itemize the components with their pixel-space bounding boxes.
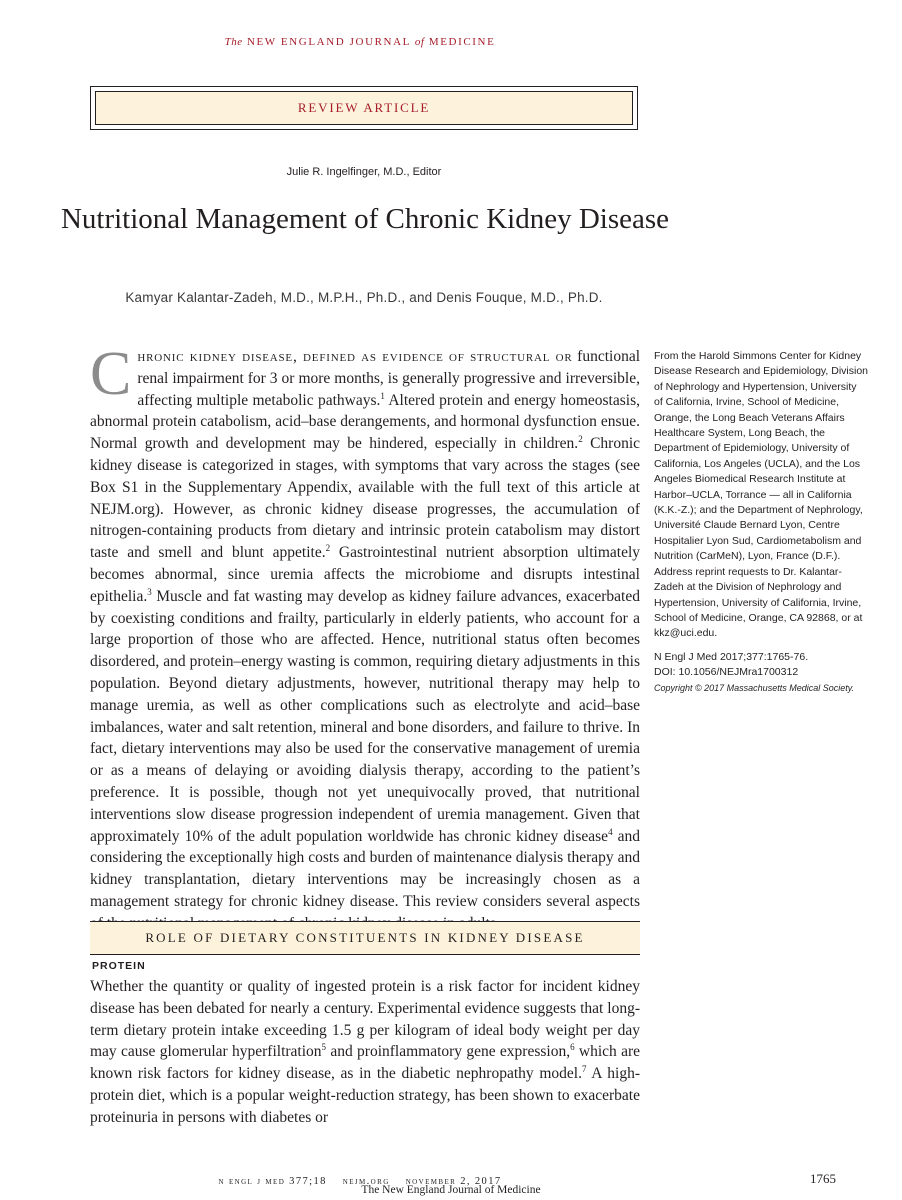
intro-text: Altered protein and energy homeostasis, abnormal protein catabolism, acid–base derangements, and hormonal dysfunction ensue. Normal growth and development may be hindered, especially in children. [90, 391, 640, 453]
section-heading: ROLE OF DIETARY CONSTITUENTS IN KIDNEY DISEASE [90, 921, 640, 955]
intro-text: and considering the exceptionally high costs and burden of maintenance dialysis therapy and kidney transplantation, dietary interventions may be increasingly chosen as a management strategy for chronic kidney disease. This review considers several aspects [90, 827, 641, 910]
reference-marker[interactable]: 1 [380, 390, 385, 401]
intro-text: Gastrointestinal nutrient absorption ultimately becomes abnormal, since uremia affects the microbiome and disrupts intestinal epithelia. [90, 544, 640, 605]
doi-link[interactable]: DOI: 10.1056/NEJMra1700312 [654, 666, 799, 679]
reference-marker[interactable]: 2 [325, 543, 331, 554]
editor-line: Julie R. Ingelfinger, M.D., Editor [286, 166, 442, 178]
page-number: 1765 [810, 1171, 836, 1186]
article-type-box [90, 86, 638, 130]
intro-text: functional renal impairment for 3 or more months, is generally progressive and irreversible, affecting multiple metabolic pathways. [137, 348, 641, 409]
affiliation-text: From the Harold Simmons Center for Kidney Disease Research and Epidemiology, Division of Nephrology and Hypertension, University of California, Irvine, School of Medicine, Orange, the Long Beach Veterans Affairs Healthcare System, Long Beach, the Department of Epidemiology, University of California, Los Angeles (UCLA), and the Los Angeles Biomedical Research Institute at Harbor–UCLA, Torrance — all in California (K.K.-Z.); and the Department of Nephrology, Université Claude Bernard Lyon, Centre Hospitalier Lyon Sud, Cardiometabolism and Nutrition (CarMeN), Lyon, France (D.F.). Address reprint requests to Dr. Kalantar-Zadeh at the Division of Nephrology and Hypertension, University of California, Irvine, School of Medicine, Orange, CA 92868, or at kkz@uci.edu. [654, 350, 868, 640]
reference-marker[interactable]: 5 [321, 1042, 327, 1053]
footer-site[interactable]: nejm.org [342, 1176, 390, 1187]
journal-masthead [0, 36, 720, 48]
reference-marker[interactable]: 3 [147, 586, 152, 597]
subsection-heading: PROTEIN [92, 960, 146, 972]
reference-marker[interactable]: 6 [570, 1042, 575, 1053]
masthead-prefix: The [224, 36, 243, 48]
article-type-label: REVIEW ARTICLE [95, 91, 633, 125]
article-title: Nutritional Management of Chronic Kidney Disease [60, 203, 670, 235]
masthead-suffix: MEDICINE [428, 36, 496, 48]
section-text: and proinflammatory gene expression, [326, 1043, 571, 1061]
author-affiliations-sidebar [654, 349, 868, 696]
protein-paragraph [90, 976, 640, 1129]
reference-marker[interactable]: 4 [608, 826, 613, 837]
citation: N Engl J Med 2017;377:1765-76. [654, 650, 809, 663]
section-text: Whether the quantity or quality of ingested protein is a risk factor for incident kidney disease has been debated for nearly a century. Experimental evidence suggests that long-term dietary protein intake exceeding 1.5 g per kilogram of ideal body weight per day may cause glomerular hyperfiltration [90, 978, 640, 1061]
drop-cap: C [90, 340, 132, 408]
reference-marker[interactable]: 7 [581, 1064, 587, 1075]
lead-in-small-caps: hronic kidney disease, defined as evidence of structural or [137, 348, 573, 365]
footer-date: november 2, 2017 [405, 1176, 502, 1187]
reference-marker[interactable]: 2 [578, 434, 583, 445]
masthead-of: of [414, 36, 425, 48]
intro-text: Muscle and fat wasting may develop as kidney failure advances, exacerbated by coexisting conditions and frailty, particularly in elderly patients, who account for a large proportion of those who are affected. Hence, nutritional status often becomes disordered, and protein–energy wasting is common, requiring dietary adjustments in this population. Beyond dietary adjustments, however, nutritional therapy may help to manage uremia, as well as other complications such as electrolyte and acid–base imbalances, water and salt retention, mineral and bone disorders, and failure to thrive. In fact, dietary interventions may also be used for the conservative management of uremia or as a means of delaying or avoiding dialysis therapy, according to the patient’s preference. It is possible, though not yet unequivocally proved, that nutritional interventions slow disease progression independent of uremia management. Given that approximately 10% of the adult population worldwide has chronic kidney disease [90, 587, 640, 845]
section-text: A high-protein diet, which is a popular weight-reduction strategy, has been shown to exacerbate proteinuria in persons with diabetes or [90, 1065, 640, 1126]
masthead-name: NEW ENGLAND JOURNAL [246, 36, 411, 48]
intro-text: Chronic kidney disease is categorized in stages, with symptoms that vary across the stages (see Box S1 in the Supplementary Appendix, available with the full text of this article at NEJM.org). However, as chronic kidney disease progresses, the accumulation of nitrogen-containing products from dietary and intrinsic protein catabolism may distort taste and smell and blunt appetite. [90, 435, 640, 562]
bottom-brand: The New England Journal of Medicine [361, 1184, 541, 1196]
intro-paragraph [90, 340, 641, 935]
author-list: Kamyar Kalantar-Zadeh, M.D., M.P.H., Ph.D., and Denis Fouque, M.D., Ph.D. [125, 290, 603, 305]
copyright-notice: Copyright © 2017 Massachusetts Medical Society. [654, 682, 855, 693]
section-text: which are known risk factors for kidney disease, as in the diabetic nephropathy model. [90, 1043, 640, 1083]
footer-journal: n engl j med 377;18 [218, 1176, 327, 1187]
